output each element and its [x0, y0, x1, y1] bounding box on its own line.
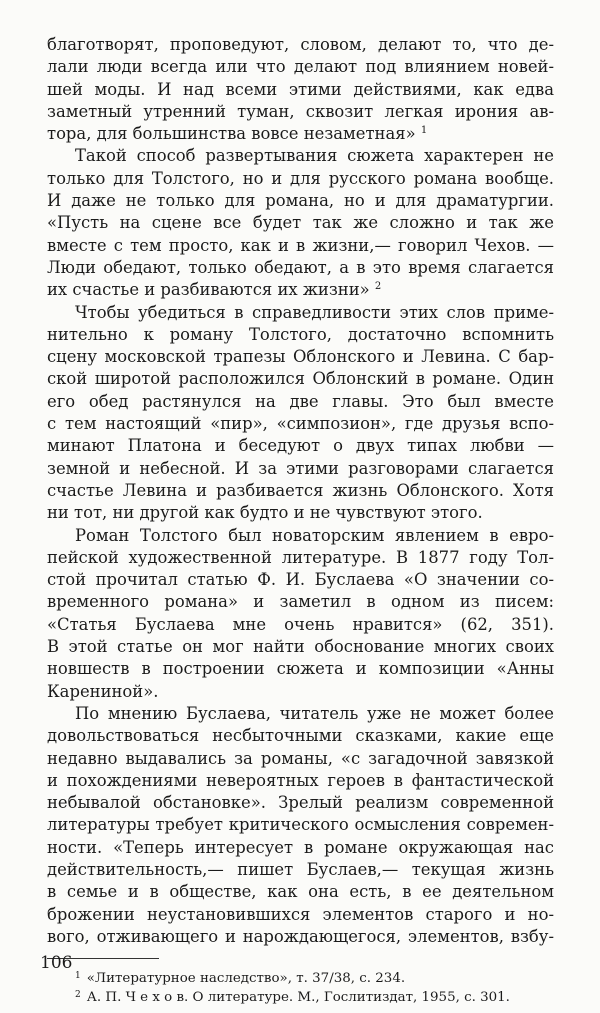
- text-line: новшеств в построении сюжета и композиции «Анны: [47, 659, 554, 679]
- text-line: пейской художественной литературе. В 1877 году Тол-: [47, 547, 554, 567]
- footnote-number: 2: [75, 990, 81, 1001]
- text-line: и похождениями невероятных героев в фантастической: [47, 770, 554, 790]
- text-line: счастье Левина и разбивается жизнь Облонского. Хотя: [47, 480, 554, 500]
- text-line: ни тот, ни другой как будто и не чувствуют этого.: [47, 503, 483, 523]
- text-line: сцену московской трапезы Облонского и Левина. С бар-: [47, 347, 554, 367]
- text-line: Чтобы убедиться в справедливости этих слов приме-: [75, 302, 554, 322]
- text-line: «Статья Буслаева мне очень нравится» (62, 351).: [47, 614, 554, 634]
- text-line: Такой способ развертывания сюжета характерен не: [75, 146, 554, 166]
- text-line: шей моды. И над всеми этими действиями, как едва: [47, 79, 554, 99]
- footnote-ref: 1: [420, 125, 428, 137]
- text-line: земной и небесной. И за этими разговорами слагается: [47, 458, 554, 478]
- footnote: [47, 986, 554, 1005]
- footnote-text: А. П. Ч е х о в. О литературе. М., Гослитиздат, 1955, с. 301.: [86, 990, 510, 1006]
- text-line: стой прочитал статью Ф. И. Буслаева «О значении со-: [47, 570, 554, 590]
- text-line: минают Платона и беседуют о двух типах любви —: [47, 436, 554, 456]
- text-line: небывалой обстановке». Зрелый реализм современной: [47, 793, 554, 813]
- footnote-number: 1: [75, 971, 81, 982]
- text-line: нительно к роману Толстого, достаточно вспомнить: [47, 324, 554, 344]
- text-line: ности. «Теперь интересует в романе окружающая нас: [47, 837, 554, 857]
- text-line: его обед растянулся на две главы. Это был вместе: [47, 391, 554, 411]
- text-line: тора, для большинства вовсе незаметная» $^1$: [47, 124, 428, 144]
- text-line: брожении неустановившихся элементов старого и но-: [47, 904, 554, 924]
- text-line: вого, отживающего и нарождающегося, элементов, взбу-: [47, 926, 554, 946]
- text-line: в семье и в обществе, как она есть, в ее деятельном: [47, 882, 554, 902]
- footnote-ref: 2: [374, 281, 382, 293]
- footnote-text: «Литературное наследство», т. 37/38, с. 234.: [86, 971, 406, 987]
- text-line: временного романа» и заметил в одном из писем:: [47, 592, 554, 612]
- text-line: И даже не только для романа, но и для драматургии.: [47, 191, 554, 211]
- paragraph: [47, 302, 554, 525]
- text-line: Карениной».: [47, 681, 159, 701]
- text-line: только для Толстого, но и для русского романа вообще.: [47, 168, 554, 188]
- paragraph: [47, 145, 554, 301]
- text-line: вместе с тем просто, как и в жизни,— говорил Чехов. —: [47, 235, 554, 255]
- body-text: [47, 34, 554, 948]
- text-line: В этой статье он мог найти обоснование многих своих: [47, 637, 554, 657]
- page-number: 106: [40, 953, 73, 973]
- footnote: [47, 967, 554, 986]
- text-line: ской широтой расположился Облонский в романе. Один: [47, 369, 554, 389]
- footnotes: [47, 967, 554, 1005]
- paragraph: [47, 703, 554, 948]
- text-line: с тем настоящий «пир», «симпозион», где друзья вспо-: [47, 414, 554, 434]
- text-line: лали люди всегда или что делают под влиянием новей-: [47, 57, 554, 77]
- text-line: недавно выдавались за романы, «с загадочной завязкой: [47, 748, 554, 768]
- text-line: действительность,— пишет Буслаев,— текущая жизнь: [47, 859, 554, 879]
- text-line: довольствоваться несбыточными сказками, какие еще: [47, 726, 554, 746]
- page: [47, 34, 554, 1005]
- paragraph: [47, 34, 554, 145]
- text-line: благотворят, проповедуют, словом, делают то, что де-: [47, 35, 554, 54]
- text-line: Люди обедают, только обедают, а в это время слагается: [47, 257, 554, 277]
- text-line: их счастье и разбиваются их жизни» $^2$: [47, 280, 382, 300]
- text-line: литературы требует критического осмысления современ-: [47, 815, 554, 835]
- text-line: По мнению Буслаева, читатель уже не может более: [75, 703, 554, 723]
- paragraph: [47, 525, 554, 703]
- text-line: Роман Толстого был новаторским явлением в евро-: [75, 525, 554, 545]
- text-line: «Пусть на сцене все будет так же сложно и так же: [47, 213, 554, 233]
- text-line: заметный утренний туман, сквозит легкая ирония ав-: [47, 101, 554, 121]
